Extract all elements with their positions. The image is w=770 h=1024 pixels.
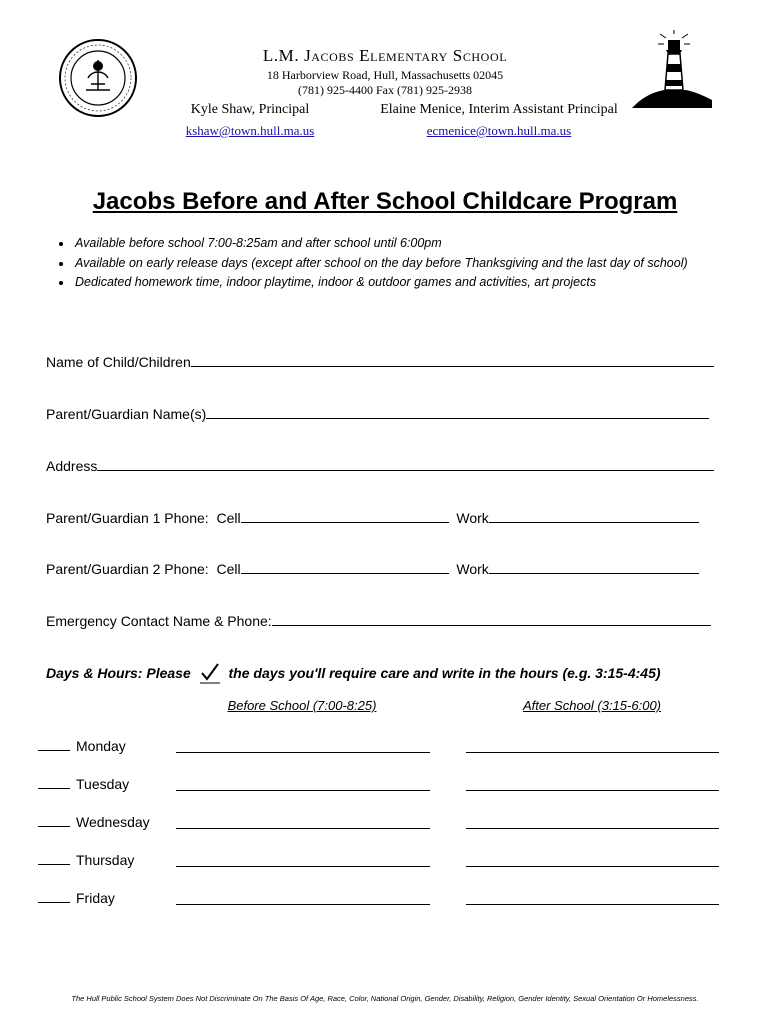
nondiscrimination-footer: The Hull Public School System Does Not Discriminate On The Basis Of Age, Race, Color, National Origin, Gender, Disability, Religion, Gender Identity, Sexual Orientation Or Homelessness. <box>71 994 699 1003</box>
day-label: Tuesday <box>76 776 130 792</box>
checkmark-icon <box>199 662 221 684</box>
emergency-contact-label: Emergency Contact Name & Phone: <box>46 613 272 629</box>
thursday-after-input[interactable] <box>466 866 719 867</box>
feature-bullet: • Dedicated homework time, indoor playtime, indoor & outdoor games and activities, art projects <box>73 273 743 293</box>
guardian2-work-label: Work <box>456 561 489 577</box>
before-school-header: Before School (7:00-8:25) <box>227 698 377 713</box>
monday-before-input[interactable] <box>176 752 430 753</box>
wednesday-before-input[interactable] <box>176 828 430 829</box>
tuesday-before-input[interactable] <box>176 790 430 791</box>
guardian1-cell-input[interactable] <box>241 508 449 523</box>
school-address: 18 Harborview Road, Hull, Massachusetts 02045 <box>266 68 504 82</box>
feature-bullet: • Available on early release days (except after school on the day before Thanksgiving and the last day of school) <box>73 254 743 274</box>
assistant-principal-name: Elaine Menice, Interim Assistant Principal <box>380 102 618 117</box>
guardian1-cell-label: Cell <box>216 510 241 526</box>
address-field <box>46 456 714 474</box>
day-row-friday <box>38 888 115 906</box>
guardian-names-input[interactable] <box>206 404 709 419</box>
day-label: Friday <box>76 890 115 906</box>
days-hours-instruction <box>46 662 661 684</box>
day-label: Monday <box>76 738 126 754</box>
day-row-wednesday <box>38 812 150 830</box>
guardian2-phone-field <box>46 559 699 577</box>
assistant-principal-email-link[interactable]: ecmenice@town.hull.ma.us <box>426 123 572 138</box>
friday-after-input[interactable] <box>466 904 719 905</box>
day-row-tuesday <box>38 774 129 792</box>
guardian2-work-input[interactable] <box>489 559 699 574</box>
guardian-names-label: Parent/Guardian Name(s) <box>46 406 207 422</box>
lighthouse-icon <box>630 30 714 110</box>
emergency-contact-input[interactable] <box>272 611 711 626</box>
feature-bullet: • Available before school 7:00-8:25am and after school until 6:00pm <box>73 234 743 254</box>
school-name: L.M. Jacobs Elementary School <box>262 46 508 65</box>
guardian1-work-label: Work <box>456 510 489 526</box>
guardian1-phone-label: Parent/Guardian 1 Phone: <box>46 510 209 526</box>
friday-before-input[interactable] <box>176 904 430 905</box>
child-name-input[interactable] <box>191 352 714 367</box>
town-seal-icon <box>58 38 138 118</box>
days-hours-rest: the days you'll require care and write in the hours (e.g. 3:15-4:45) <box>228 665 661 681</box>
address-input[interactable] <box>97 456 714 471</box>
monday-check-blank[interactable] <box>38 736 70 751</box>
wednesday-after-input[interactable] <box>466 828 719 829</box>
principal-email-link[interactable]: kshaw@town.hull.ma.us <box>185 123 315 138</box>
guardian2-cell-label: Cell <box>216 561 241 577</box>
address-label: Address <box>46 458 98 474</box>
tuesday-check-blank[interactable] <box>38 774 70 789</box>
guardian1-phone-field <box>46 508 699 526</box>
emergency-contact-field <box>46 611 711 629</box>
guardian2-phone-label: Parent/Guardian 2 Phone: <box>46 561 209 577</box>
thursday-check-blank[interactable] <box>38 850 70 865</box>
day-label: Wednesday <box>76 814 150 830</box>
after-school-header: After School (3:15-6:00) <box>522 698 662 713</box>
day-label: Thursday <box>76 852 135 868</box>
principal-name: Kyle Shaw, Principal <box>190 102 310 117</box>
document-title: Jacobs Before and After School Childcare Program <box>92 188 678 215</box>
day-row-thursday <box>38 850 134 868</box>
day-row-monday <box>38 736 126 754</box>
days-hours-lead: Days & Hours: Please <box>46 665 191 681</box>
guardian2-cell-input[interactable] <box>241 559 449 574</box>
child-name-label: Name of Child/Children <box>46 354 191 370</box>
thursday-before-input[interactable] <box>176 866 430 867</box>
guardian1-work-input[interactable] <box>489 508 699 523</box>
guardian-names-field <box>46 404 709 422</box>
child-name-field <box>46 352 714 370</box>
monday-after-input[interactable] <box>466 752 719 753</box>
friday-check-blank[interactable] <box>38 888 70 903</box>
program-features-list <box>55 234 743 293</box>
wednesday-check-blank[interactable] <box>38 812 70 827</box>
tuesday-after-input[interactable] <box>466 790 719 791</box>
school-phone-fax: (781) 925-4400 Fax (781) 925-2938 <box>298 83 472 97</box>
